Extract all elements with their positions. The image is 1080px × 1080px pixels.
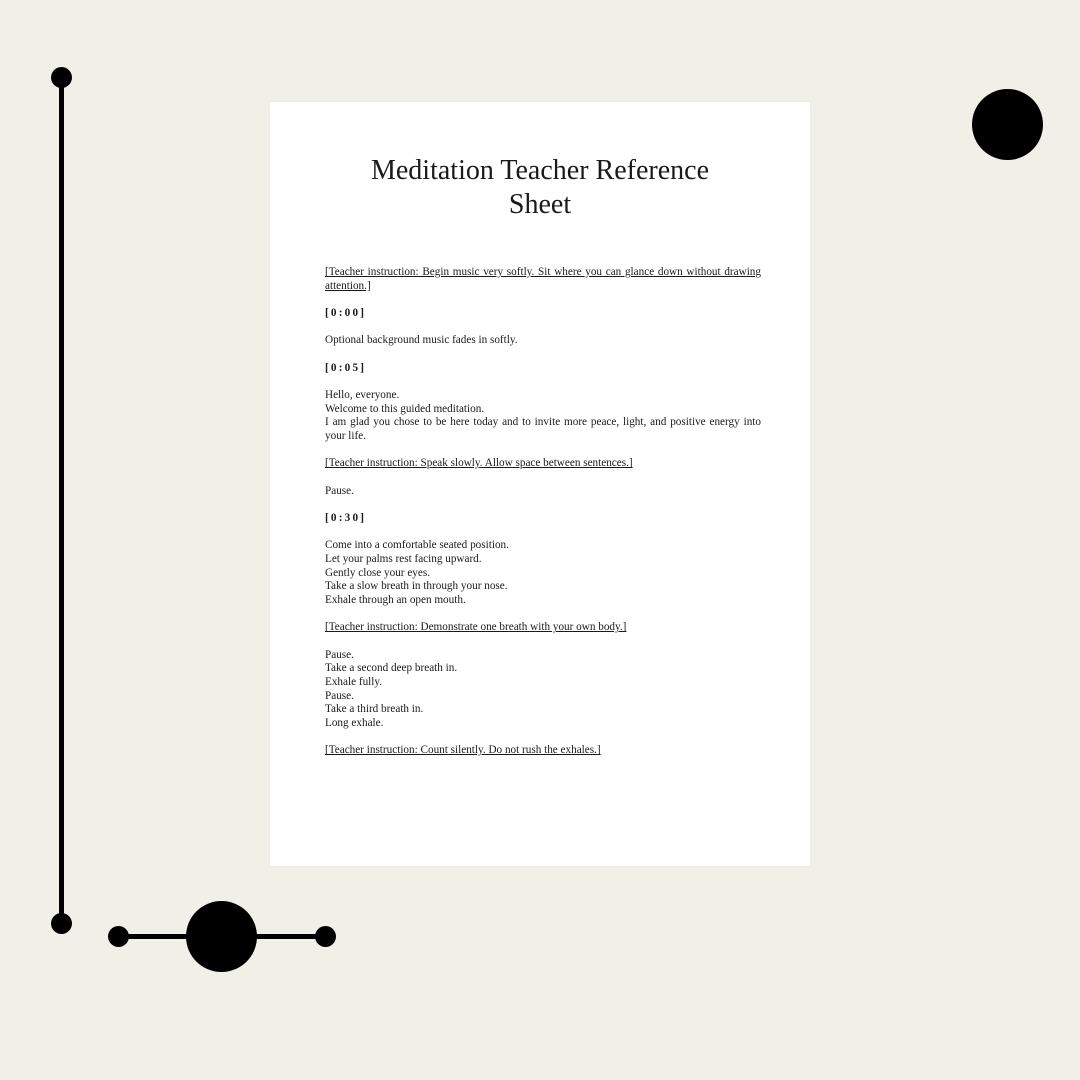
script-paragraph [325, 485, 761, 499]
document-page [270, 102, 810, 866]
decorative-dot-bottom [51, 913, 72, 934]
script-line: Exhale fully. [325, 676, 383, 688]
script-line: Come into a comfortable seated position. [325, 539, 509, 552]
timestamp: [0:30] [325, 511, 367, 524]
script-line: Optional background music fades in softly. [325, 334, 518, 347]
teacher-instruction: [Teacher instruction: Speak slowly. Allow space between sentences.] [325, 457, 633, 470]
decorative-circle-bottom [186, 901, 257, 972]
script-line: Welcome to this guided meditation. [325, 402, 485, 415]
script-line: Let your palms rest facing upward. [325, 552, 482, 565]
script-line: Long exhale. [325, 717, 384, 730]
timestamp: [0:00] [325, 307, 367, 319]
decorative-dot-top [51, 67, 72, 88]
decorative-circle-top-right [972, 89, 1043, 160]
teacher-instruction: [Teacher instruction: Count silently. Do not rush the exhales.] [325, 744, 601, 757]
timestamp: [0:05] [325, 361, 367, 374]
script-paragraph [325, 334, 761, 348]
script-paragraph [325, 539, 761, 608]
script-line: I am glad you chose to be here today and to invite more peace, light, and positive energy into your life. [325, 416, 761, 442]
teacher-instruction: [Teacher instruction: Begin music very softly. Sit where you can glance down without drawing attention.] [325, 266, 761, 292]
script-line: Pause. [325, 484, 354, 497]
script-paragraph [325, 649, 761, 731]
script-line: Hello, everyone. [325, 388, 400, 401]
teacher-instruction: [Teacher instruction: Demonstrate one breath with your own body.] [325, 621, 627, 634]
decorative-vertical-line [59, 77, 64, 923]
script-line: Take a third breath in. [325, 703, 424, 716]
decorative-dot-right [315, 926, 336, 947]
script-line: Pause. [325, 648, 354, 661]
document-body [325, 266, 761, 772]
script-paragraph [325, 389, 761, 444]
document-title: Meditation Teacher Reference Sheet [370, 155, 709, 220]
script-line: Take a second deep breath in. [325, 662, 458, 675]
script-line: Gently close your eyes. [325, 566, 431, 579]
script-line: Take a slow breath in through your nose. [325, 580, 508, 593]
script-line: Exhale through an open mouth. [325, 594, 466, 606]
decorative-dot-left [108, 926, 129, 947]
script-line: Pause. [325, 689, 354, 702]
